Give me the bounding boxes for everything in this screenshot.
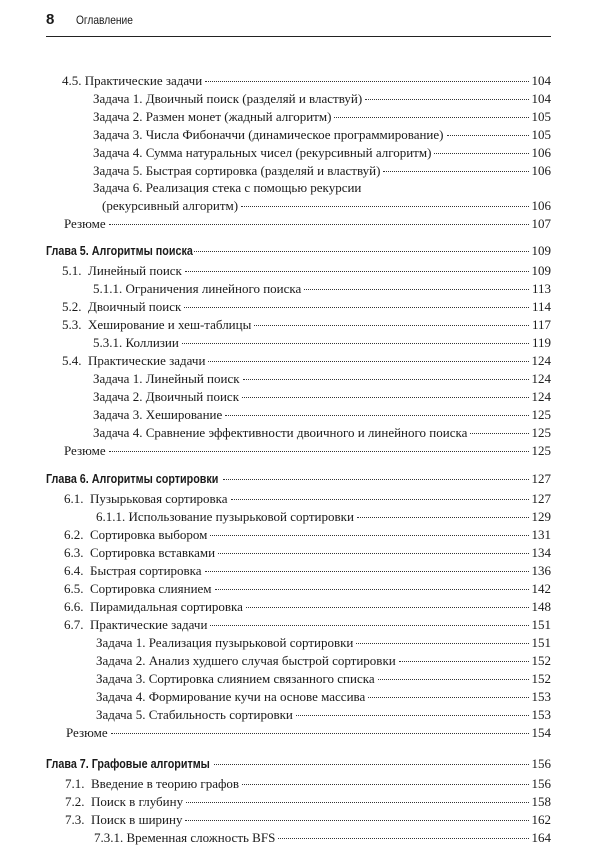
dot-leader <box>334 117 528 118</box>
page-ref: 162 <box>531 812 551 827</box>
dot-leader <box>242 397 528 398</box>
section-title: Временная сложность BFS <box>126 830 276 845</box>
dot-leader <box>254 325 529 326</box>
toc-entry-task[interactable] <box>96 634 551 652</box>
toc-entry-section[interactable] <box>65 775 551 793</box>
summary-title: Резюме <box>66 725 108 740</box>
page-ref: 142 <box>531 581 551 596</box>
dot-leader <box>225 415 528 416</box>
task-title: Задача 1. Реализация пузырьковой сортировки <box>96 635 354 650</box>
dot-leader <box>365 99 528 100</box>
dot-leader <box>210 625 528 626</box>
section-title: Сортировка выбором <box>90 527 208 542</box>
page-ref: 125 <box>531 407 551 422</box>
dot-leader <box>182 343 529 344</box>
section-title: Практические задачи <box>90 617 208 632</box>
dot-leader <box>242 784 528 785</box>
page-ref: 124 <box>531 353 551 368</box>
dot-leader <box>368 697 528 698</box>
toc-entry-task[interactable] <box>96 688 551 706</box>
toc-entry-task[interactable] <box>93 126 551 144</box>
task-title: Задача 2. Двоичный поиск <box>93 389 240 404</box>
task-title: Задача 1. Линейный поиск <box>93 371 240 386</box>
dot-leader <box>185 820 528 821</box>
task-title: Задача 5. Стабильность сортировки <box>96 707 293 722</box>
dot-leader <box>208 361 528 362</box>
dot-leader <box>278 838 528 839</box>
task-title: Задача 2. Анализ худшего случая быстрой сортировки <box>96 653 396 668</box>
dot-leader <box>218 553 528 554</box>
section-number: 6.1. <box>64 491 84 506</box>
toc-entry-chapter[interactable] <box>46 755 551 773</box>
section-number: 5.1.1. <box>93 281 123 296</box>
dot-leader <box>378 679 529 680</box>
task-title: Задача 4. Сумма натуральных чисел (рекурсивный алгоритм) <box>93 145 432 160</box>
page-ref: 156 <box>531 776 551 791</box>
page-ref: 106 <box>531 163 551 178</box>
toc-entry-task[interactable] <box>93 108 551 126</box>
page-number: 8 <box>46 11 55 28</box>
dot-leader <box>296 715 529 716</box>
chapter-title: Глава 7. Графовые алгоритмы <box>46 757 210 771</box>
task-title: Задача 3. Хеширование <box>93 407 223 422</box>
section-number: 7.3.1. <box>94 830 124 845</box>
section-title: Быстрая сортировка <box>90 563 202 578</box>
page-ref: 153 <box>531 707 551 722</box>
toc-entry-section[interactable] <box>62 316 551 334</box>
section-number: 5.3.1. <box>93 335 123 350</box>
toc-entry-section[interactable] <box>62 298 551 316</box>
toc-entry-task[interactable] <box>93 370 551 388</box>
page-ref: 117 <box>531 317 551 332</box>
task-title: Задача 5. Быстрая сортировка (разделяй и властвуй) <box>93 163 381 178</box>
page-ref: 152 <box>531 671 551 686</box>
summary-title: Резюме <box>64 216 106 231</box>
section-number: 6.5. <box>64 581 84 596</box>
dot-leader <box>470 433 528 434</box>
page-ref: 109 <box>531 263 551 278</box>
task-title: Задача 4. Формирование кучи на основе массива <box>96 689 366 704</box>
section-number: 7.3. <box>65 812 85 827</box>
dot-leader <box>356 643 528 644</box>
page-ref: 106 <box>531 145 551 160</box>
section-title: Ограничения линейного поиска <box>125 281 302 296</box>
dot-leader <box>304 289 529 290</box>
page-ref: 151 <box>531 635 551 650</box>
toc-entry-subsection[interactable] <box>94 829 551 847</box>
page-ref: 131 <box>531 527 551 542</box>
task-title: Задача 1. Двоичный поиск (разделяй и властвуй) <box>93 91 363 106</box>
section-title: Сортировка слиянием <box>90 581 212 596</box>
toc-entry-subsection[interactable] <box>96 508 551 526</box>
page-ref: 156 <box>531 756 551 771</box>
task-title: Задача 2. Размен монет (жадный алгоритм) <box>93 109 332 124</box>
section-number: 5.2. <box>62 299 82 314</box>
dot-leader <box>111 733 529 734</box>
page-ref: 125 <box>531 425 551 440</box>
toc-entry-summary[interactable] <box>64 215 551 233</box>
page-ref: 134 <box>531 545 551 560</box>
section-number: 6.3. <box>64 545 84 560</box>
task-title: Задача 4. Сравнение эффективности двоичного и линейного поиска <box>93 425 468 440</box>
header-rule <box>46 36 551 37</box>
toc-entry-section[interactable] <box>65 811 551 829</box>
section-number: 5.3. <box>62 317 82 332</box>
toc-entry-task[interactable] <box>93 406 551 424</box>
page-ref: 119 <box>531 335 551 350</box>
task-title: Задача 3. Числа Фибоначчи (динамическое программирование) <box>93 127 444 142</box>
section-number: 7.1. <box>65 776 85 791</box>
running-title: Оглавление <box>76 13 133 27</box>
toc-entry-summary[interactable] <box>66 724 551 742</box>
section-title: Практические задачи <box>88 353 206 368</box>
toc-entry-task[interactable] <box>93 144 551 162</box>
page-ref: 105 <box>531 127 551 142</box>
dot-leader <box>214 764 529 765</box>
section-number: 5.1. <box>62 263 82 278</box>
section-title: Линейный поиск <box>88 263 182 278</box>
page-ref: 164 <box>531 830 551 845</box>
dot-leader <box>357 517 529 518</box>
section-number: 6.1.1. <box>96 509 126 524</box>
section-title: Введение в теорию графов <box>91 776 240 791</box>
chapter-title: Глава 6. Алгоритмы сортировки <box>46 472 219 486</box>
toc-entry-section[interactable] <box>64 616 551 634</box>
dot-leader <box>231 499 529 500</box>
page-ref: 152 <box>531 653 551 668</box>
toc-entry-section[interactable] <box>64 598 551 616</box>
page-ref: 153 <box>531 689 551 704</box>
dot-leader <box>186 802 528 803</box>
page-ref: 114 <box>531 299 551 314</box>
section-title: Практические задачи <box>84 73 203 88</box>
dot-leader <box>184 307 529 308</box>
running-header <box>46 11 551 33</box>
section-title: Хеширование и хеш-таблицы <box>88 317 252 332</box>
dot-leader <box>185 271 529 272</box>
dot-leader <box>205 81 528 82</box>
toc-entry-task[interactable] <box>96 706 551 724</box>
section-number: 4.5. <box>62 73 82 88</box>
page-ref: 127 <box>531 491 551 506</box>
page-ref: 136 <box>531 563 551 578</box>
toc-entry-task[interactable] <box>93 90 551 108</box>
task-title-line2: (рекурсивный алгоритм) <box>102 198 239 213</box>
dot-leader <box>205 571 529 572</box>
page-ref: 154 <box>531 725 551 740</box>
section-number: 7.2. <box>65 794 85 809</box>
summary-title: Резюме <box>64 443 106 458</box>
page-ref: 129 <box>531 509 551 524</box>
section-number: 6.6. <box>64 599 84 614</box>
toc-entry-chapter[interactable] <box>46 470 551 488</box>
page-ref: 109 <box>531 243 551 258</box>
toc-entry-section[interactable] <box>64 562 551 580</box>
section-title: Поиск в глубину <box>91 794 184 809</box>
toc-entry-task-line2[interactable] <box>102 197 551 215</box>
page-ref: 124 <box>531 371 551 386</box>
dot-leader <box>215 589 529 590</box>
page-ref: 106 <box>531 198 551 213</box>
page-ref: 125 <box>531 443 551 458</box>
toc-entry-section[interactable] <box>64 544 551 562</box>
toc-entry-task-line1[interactable] <box>93 179 551 197</box>
section-title: Пирамидальная сортировка <box>90 599 243 614</box>
section-number: 6.4. <box>64 563 84 578</box>
toc-entry-task[interactable] <box>93 388 551 406</box>
toc-entry-task[interactable] <box>93 162 551 180</box>
dot-leader <box>109 451 529 452</box>
toc-entry-chapter[interactable] <box>46 242 551 260</box>
page-ref: 127 <box>531 471 551 486</box>
section-title: Сортировка вставками <box>90 545 216 560</box>
section-title: Поиск в ширину <box>91 812 183 827</box>
dot-leader <box>447 135 529 136</box>
dot-leader <box>246 607 529 608</box>
toc-entry-section[interactable] <box>65 793 551 811</box>
toc-entry-task[interactable] <box>96 652 551 670</box>
page-ref: 107 <box>531 216 551 231</box>
page-ref: 105 <box>531 109 551 124</box>
section-title: Пузырьковая сортировка <box>90 491 228 506</box>
page-ref: 158 <box>531 794 551 809</box>
section-number: 6.7. <box>64 617 84 632</box>
chapter-title: Глава 5. Алгоритмы поиска <box>46 244 193 258</box>
toc-entry-subsection[interactable] <box>93 280 551 298</box>
dot-leader <box>243 379 529 380</box>
dot-leader <box>223 479 528 480</box>
task-title: Задача 3. Сортировка слиянием связанного списка <box>96 671 375 686</box>
toc-entry-task[interactable] <box>96 670 551 688</box>
page-ref: 124 <box>531 389 551 404</box>
dot-leader <box>210 535 528 536</box>
page-ref: 151 <box>531 617 551 632</box>
section-title: Двоичный поиск <box>88 299 182 314</box>
toc-entry-section[interactable] <box>64 526 551 544</box>
toc-entry-section[interactable] <box>62 352 551 370</box>
section-title: Использование пузырьковой сортировки <box>128 509 354 524</box>
dot-leader <box>383 171 528 172</box>
toc-entry-summary[interactable] <box>64 442 551 460</box>
page-ref: 104 <box>531 73 551 88</box>
page-ref: 148 <box>531 599 551 614</box>
dot-leader <box>194 251 529 252</box>
page-ref: 113 <box>531 281 551 296</box>
dot-leader <box>434 153 528 154</box>
toc-entry-subsection[interactable] <box>93 334 551 352</box>
toc-entry-section[interactable] <box>62 72 551 90</box>
task-title-line1: Задача 6. Реализация стека с помощью рекурсии <box>93 180 362 195</box>
section-number: 5.4. <box>62 353 82 368</box>
toc-entry-task[interactable] <box>93 424 551 442</box>
page-ref: 104 <box>531 91 551 106</box>
toc-entry-section[interactable] <box>64 580 551 598</box>
dot-leader <box>399 661 529 662</box>
dot-leader <box>109 224 529 225</box>
dot-leader <box>241 206 528 207</box>
toc-entry-section[interactable] <box>64 490 551 508</box>
toc-entry-section[interactable] <box>62 262 551 280</box>
section-number: 6.2. <box>64 527 84 542</box>
section-title: Коллизии <box>125 335 179 350</box>
